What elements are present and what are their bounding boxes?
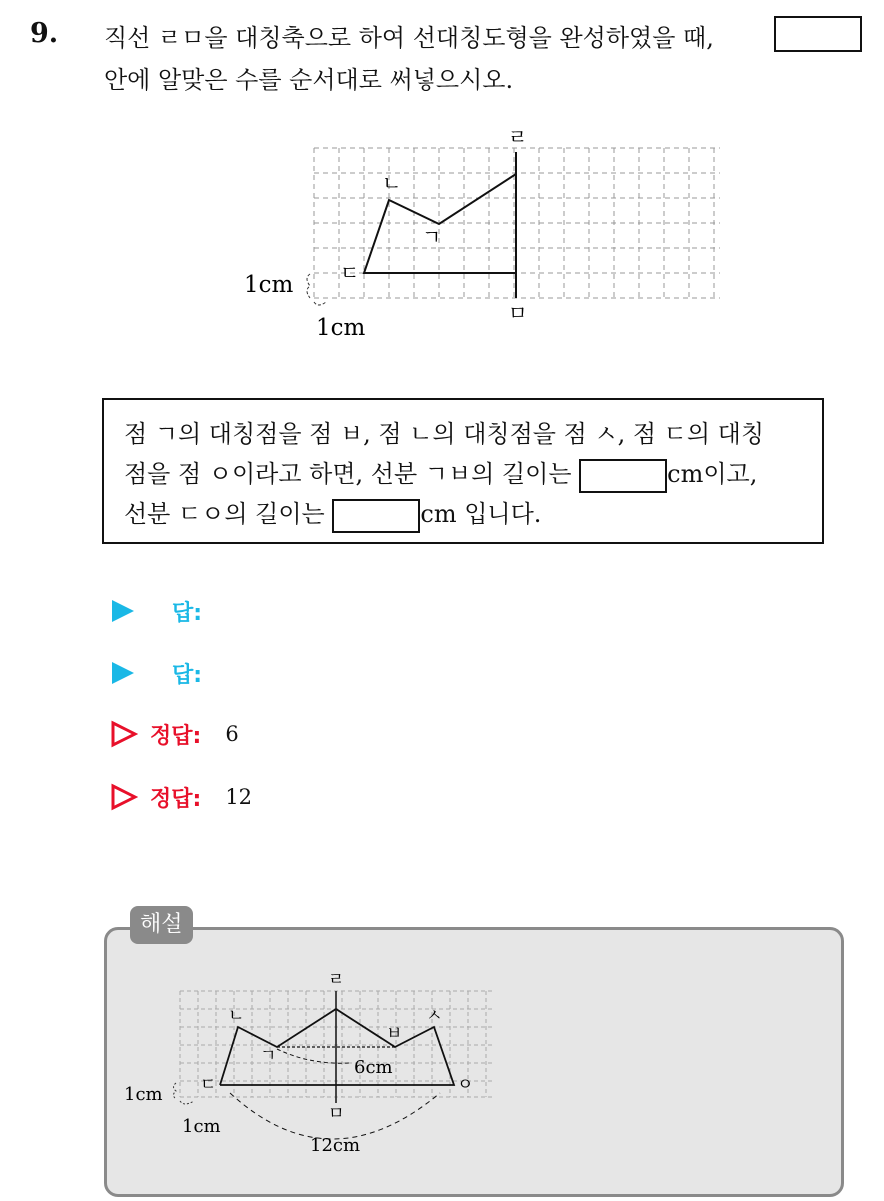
sol-label-n: ㄴ <box>228 1006 245 1026</box>
hint-line3-unit: cm 입니다. <box>420 500 542 528</box>
dist-gb-label: 6cm <box>354 1057 393 1078</box>
correct-answer-label: 정답: <box>150 786 202 812</box>
correct-answer-row-1 <box>110 717 239 751</box>
label-g: ㄱ <box>422 225 442 249</box>
hint-line1: 점 ㄱ의 대칭점을 점 ㅂ, 점 ㄴ의 대칭점을 점 ㅅ, 점 ㄷ의 대칭 <box>124 420 765 448</box>
sol-label-o: ㅇ <box>457 1075 474 1095</box>
question-answer-blank <box>774 16 862 52</box>
question-text-line1: 직선 ㄹㅁ을 대칭축으로 하여 선대칭도형을 완성하였을 때, <box>104 24 714 52</box>
sol-scale-vertical: 1cm <box>124 1084 163 1105</box>
label-r: ㄹ <box>508 125 528 149</box>
hint-line2-text: 점을 점 ㅇ이라고 하면, 선분 ㄱㅂ의 길이는 <box>124 460 572 488</box>
sol-label-r: ㄹ <box>328 970 345 990</box>
correct-answer-label: 정답: <box>150 723 202 749</box>
sol-label-s: ㅅ <box>426 1006 443 1026</box>
hint-box <box>102 398 824 544</box>
sol-label-m: ㅁ <box>328 1104 345 1124</box>
sol-label-g: ㄱ <box>260 1046 277 1066</box>
solution-tab: 해설 <box>130 906 193 944</box>
outline-triangle-icon <box>110 783 138 811</box>
filled-triangle-icon <box>110 660 136 686</box>
question-text-line2: 안에 알맞은 수를 순서대로 써넣으시오. <box>104 66 514 94</box>
problem-figure <box>230 120 730 350</box>
label-n: ㄴ <box>382 171 402 195</box>
filled-triangle-icon <box>110 598 136 624</box>
correct-answer-row-2 <box>110 780 252 814</box>
scale-horizontal: 1cm <box>316 315 366 341</box>
hint-line2-unit: cm이고, <box>667 460 758 488</box>
answer-row-1 <box>110 594 226 628</box>
hint-line3-text: 선분 ㄷㅇ의 길이는 <box>124 500 325 528</box>
sol-scale-brace-v <box>174 1083 177 1099</box>
sol-scale-horizontal: 1cm <box>182 1116 221 1137</box>
answer-row-2 <box>110 656 226 690</box>
sol-label-d: ㄷ <box>200 1075 217 1095</box>
hint-line3 <box>124 494 802 534</box>
scale-vertical: 1cm <box>244 272 294 298</box>
answer-label: 답: <box>172 662 203 688</box>
question-number: 9. <box>30 18 59 49</box>
scale-brace-vertical <box>307 274 310 298</box>
scale-brace-horizontal <box>314 302 326 305</box>
blank-do <box>332 499 420 533</box>
sol-label-b: ㅂ <box>386 1024 403 1044</box>
solution-figure <box>110 965 510 1160</box>
answer-label: 답: <box>172 600 203 626</box>
blank-gb <box>579 459 667 493</box>
sol-scale-brace-h <box>180 1101 194 1104</box>
outline-triangle-icon <box>110 720 138 748</box>
hint-line2 <box>124 454 802 494</box>
label-d: ㄷ <box>340 261 360 285</box>
correct-answer-value: 6 <box>225 722 239 746</box>
correct-answer-value: 12 <box>225 785 253 809</box>
dist-do-label: 12cm <box>310 1135 361 1156</box>
label-m: ㅁ <box>508 301 528 325</box>
